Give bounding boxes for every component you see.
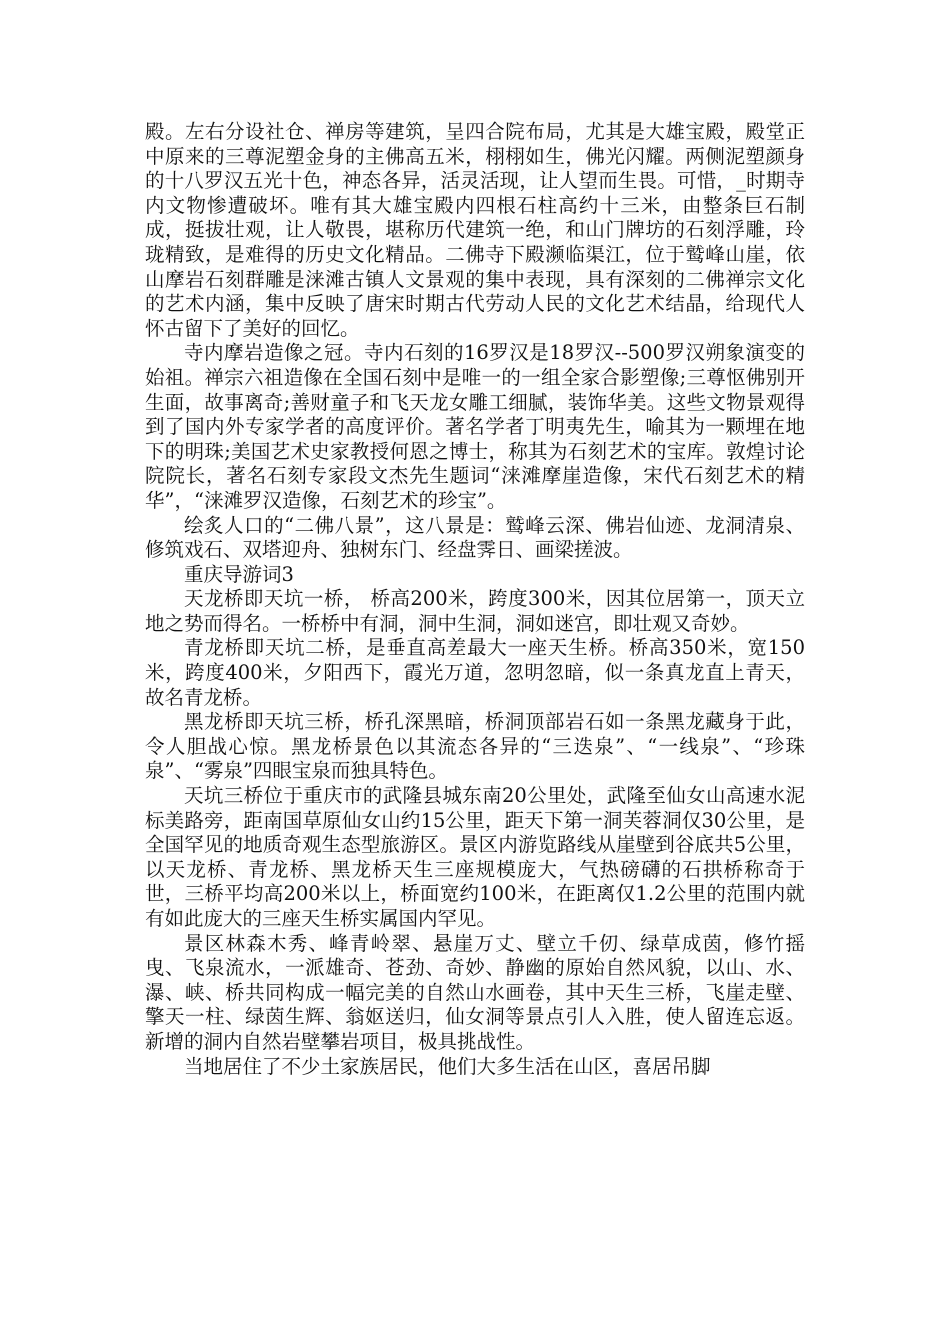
paragraph-tianlong-bridge: 天龙桥即天坑一桥， 桥高200米，跨度300米，因其位居第一，顶天立地之势而得名。一桥桥中有洞，洞中生洞，洞如迷宫，即壮观又奇妙。 (145, 587, 805, 635)
paragraph-qinglong-bridge: 青龙桥即天坑二桥，是垂直高差最大一座天生桥。桥高350米，宽150米，跨度400米，夕阳西下，霞光万道，忽明忽暗，似一条真龙直上青天，故名青龙桥。 (145, 636, 805, 709)
paragraph-erfo-temple-halls: 殿。左右分设社仓、禅房等建筑，呈四合院布局，尤其是大雄宝殿，殿堂正中原来的三尊泥塑金身的主佛高五米，栩栩如生，佛光闪耀。两侧泥塑颜身的十八罗汉五光十色，神态各异，活灵活现，让人望而生畏。可惜，_时期寺内文物惨遭破坏。唯有其大雄宝殿内四根石柱高约十三米，由整条巨石制成，挺拔壮观，让人敬畏，堪称历代建筑一绝，和山门牌坊的石刻浮雕，玲珑精致，是难得的历史文化精品。二佛寺下殿濒临渠江，位于鹫峰山崖，依山摩岩石刻群雕是涞滩古镇人文景观的集中表现，具有深刻的二佛禅宗文化的艺术内涵，集中反映了唐宋时期古代劳动人民的文化艺术结晶，给现代人怀古留下了美好的回忆。 (145, 120, 805, 340)
paragraph-cliff-carvings: 寺内摩岩造像之冠。寺内石刻的16罗汉是18罗汉--500罗汉朔象演变的始祖。禅宗六祖造像在全国石刻中是唯一的一组全家合影塑像;三尊怄佛别开生面，故事离奇;善财童子和飞天龙女雕工细腻，装饰华美。这些文物景观得到了国内外专家学者的高度评价。著名学者丁明夷先生，喻其为一颗埋在地下的明珠;美国艺术史家教授何恩之博士，称其为石刻艺术的宝库。敦煌讨论院院长，著名石刻专家段文杰先生题词“涞滩摩崖造像，宋代石刻艺术的精华”，“涞滩罗汉造像，石刻艺术的珍宝”。 (145, 341, 805, 512)
section-heading: 重庆导游词3 (184, 562, 294, 586)
paragraph-scenery: 景区林森木秀、峰青岭翠、悬崖万丈、壁立千仞、绿草成茵，修竹摇曳、飞泉流水，一派雄奇、苍劲、奇妙、静幽的原始自然风貌，以山、水、瀑、峡、桥共同构成一幅完美的自然山水画卷，其中天生三桥，飞崖走壁、擎天一柱、绿茵生辉、翁妪送归，仙女洞等景点引人入胜，使人留连忘返。新增的洞内自然岩壁攀岩项目，极具挑战性。 (145, 931, 805, 1053)
paragraph-heilong-bridge: 黑龙桥即天坑三桥，桥孔深黑暗，桥洞顶部岩石如一条黑龙藏身于此，令人胆战心惊。黑龙桥景色以其流态各异的“三迭泉”、“一线泉”、“珍珠泉”、“雾泉”四眼宝泉而独具特色。 (145, 710, 805, 783)
paragraph-eight-scenes: 绘炙人口的“二佛八景”，这八景是：鹫峰云深、佛岩仙迹、龙洞清泉、修筑戏石、双塔迎舟、独树东门、经盘霁日、画梁搓波。 (145, 513, 805, 562)
paragraph-tujia-residents: 当地居住了不少土家族居民，他们大多生活在山区，喜居吊脚 (184, 1054, 711, 1078)
paragraph-three-bridges-location: 天坑三桥位于重庆市的武隆县城东南20公里处，武隆至仙女山高速水泥标美路旁，距南国草原仙女山约15公里，距天下第一洞芙蓉洞仅30公里，是全国罕见的地质奇观生态型旅游区。景区内游览路线从崖壁到谷底共5公里，以天龙桥、青龙桥、黑龙桥天生三座规模庞大，气热磅礴的石拱桥称奇于世，三桥平均高200米以上，桥面宽约100米，在距离仅1.2公里的范围内就有如此庞大的三座天生桥实属国内罕见。 (145, 784, 805, 930)
document-page (145, 120, 805, 1079)
